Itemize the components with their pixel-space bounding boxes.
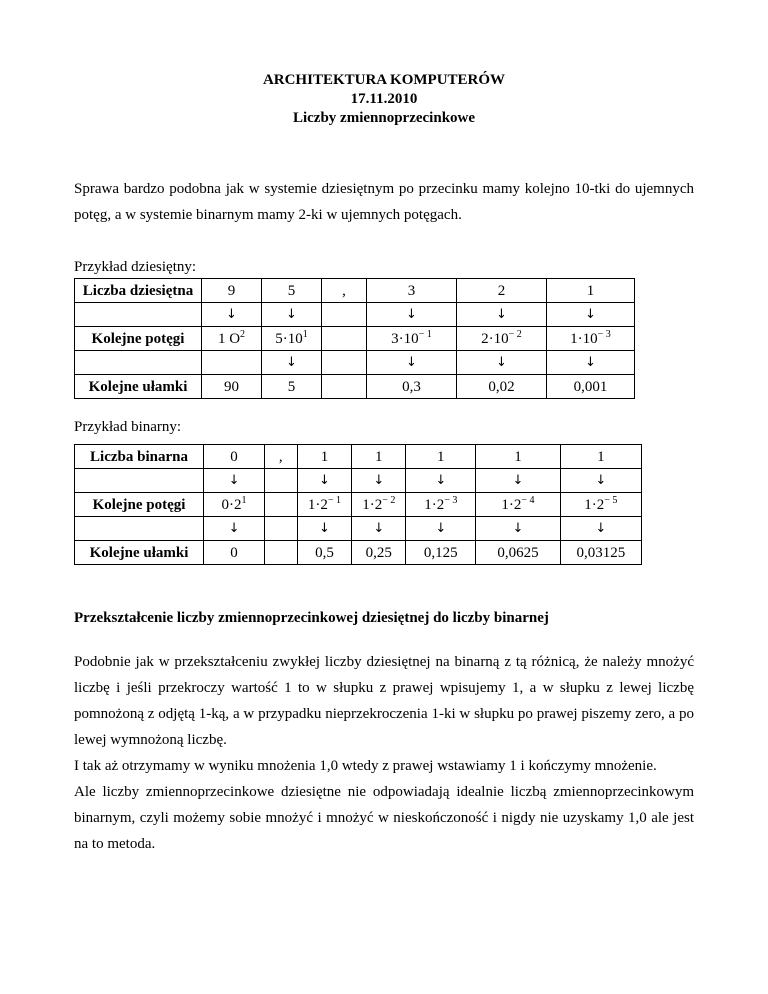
method-paragraph: Podobnie jak w przekształceniu zwykłej liczby dziesiętnej na binarną z tą różnicą, że należy mnożyć liczbę i jeśli przekroczy wartość 1 to w słupku z prawej wpisujemy 1, a w słupku z lewej liczbę pomnożoną z odjętą 1-ką, a w przypadku nieprzekroczenia 1-ki w słupku po prawej piszemy zero, a po lewej wymnożoną liczbę. (74, 654, 694, 748)
digit-cell: 1 (297, 445, 352, 469)
stop-condition-paragraph: I tak aż otrzymamy w wyniku mnożenia 1,0 wtedy z prawej wstawiamy 1 i kończymy mnożenie. (74, 758, 657, 774)
fraction-cell: 0,125 (406, 541, 476, 565)
arrow-row (75, 351, 635, 375)
power-cell: $1\cdot 2^{- 1}$ (297, 493, 352, 517)
arrow-row (75, 469, 642, 493)
binary-fractions-row (75, 541, 642, 565)
fraction-cell: 0,5 (297, 541, 352, 565)
power-cell: $1\cdot 10^{- 3}$ (547, 327, 635, 351)
arrow-down-icon: ↓ (204, 469, 265, 493)
arrow-down-icon: ↓ (457, 351, 547, 375)
fraction-cell: 5 (262, 375, 322, 399)
arrow-down-icon: ↓ (476, 517, 560, 541)
decimal-example-label: Przykład dziesiętny: (74, 259, 197, 275)
arrow-down-icon: ↓ (547, 351, 635, 375)
row-label: Liczba dziesiętna (75, 279, 202, 303)
binary-number-row (75, 445, 642, 469)
comma-cell: , (322, 279, 367, 303)
row-label: Kolejne potęgi (75, 493, 204, 517)
document-header (0, 71, 768, 128)
arrow-down-icon: ↓ (367, 303, 457, 327)
binary-table (74, 444, 642, 565)
digit-cell: 9 (202, 279, 262, 303)
section-heading: Przekształcenie liczby zmiennoprzecinkowej dziesiętnej do liczby binarnej (74, 610, 549, 626)
fraction-cell: 0,02 (457, 375, 547, 399)
row-label: Kolejne ułamki (75, 375, 202, 399)
fraction-cell: 0,001 (547, 375, 635, 399)
arrow-down-icon: ↓ (367, 351, 457, 375)
decimal-fractions-row (75, 375, 635, 399)
limitation-paragraph: Ale liczby zmiennoprzecinkowe dziesiętne nie odpowiadają idealnie liczbą zmiennoprzecinkowym binarnym, czyli możemy sobie mnożyć i mnożyć w nieskończoność i nigdy nie uzyskamy 1,0 ale jest na to metoda. (74, 784, 694, 852)
digit-cell: 1 (547, 279, 635, 303)
row-label: Kolejne ułamki (75, 541, 204, 565)
arrow-down-icon: ↓ (352, 469, 406, 493)
power-cell: 1 $O^2$ (202, 327, 262, 351)
digit-cell: 3 (367, 279, 457, 303)
arrow-down-icon: ↓ (262, 351, 322, 375)
decimal-table (74, 278, 635, 399)
digit-cell: 5 (262, 279, 322, 303)
arrow-row (75, 303, 635, 327)
fraction-cell: 90 (202, 375, 262, 399)
digit-cell: 2 (457, 279, 547, 303)
power-cell: $1\cdot 2^{- 2}$ (352, 493, 406, 517)
arrow-down-icon: ↓ (352, 517, 406, 541)
arrow-down-icon: ↓ (204, 517, 265, 541)
fraction-cell (322, 375, 367, 399)
arrow-down-icon: ↓ (297, 469, 352, 493)
arrow-down-icon: ↓ (202, 303, 262, 327)
decimal-number-row (75, 279, 635, 303)
arrow-down-icon: ↓ (560, 517, 641, 541)
arrow-down-icon: ↓ (297, 517, 352, 541)
power-cell: $2\cdot 10^{- 2}$ (457, 327, 547, 351)
arrow-down-icon: ↓ (262, 303, 322, 327)
arrow-down-icon: ↓ (457, 303, 547, 327)
power-cell: $1\cdot 2^{- 5}$ (560, 493, 641, 517)
arrow-down-icon: ↓ (560, 469, 641, 493)
fraction-cell: 0 (204, 541, 265, 565)
fraction-cell: 0,0625 (476, 541, 560, 565)
digit-cell: 1 (476, 445, 560, 469)
arrow-down-icon: ↓ (406, 517, 476, 541)
arrow-down-icon: ↓ (476, 469, 560, 493)
fraction-cell (265, 541, 298, 565)
decimal-powers-row (75, 327, 635, 351)
power-cell: $3\cdot 10^{- 1}$ (367, 327, 457, 351)
fraction-cell: 0,3 (367, 375, 457, 399)
document-subtitle: Liczby zmiennoprzecinkowe (292, 110, 476, 126)
row-label: Kolejne potęgi (75, 327, 202, 351)
binary-powers-row (75, 493, 642, 517)
power-cell: $1\cdot 2^{- 3}$ (406, 493, 476, 517)
arrow-down-icon: ↓ (406, 469, 476, 493)
power-cell: $5\cdot 10^1$ (262, 327, 322, 351)
comma-cell: , (265, 445, 298, 469)
digit-cell: 1 (352, 445, 406, 469)
document-date: 17.11.2010 (350, 91, 418, 107)
power-cell (322, 327, 367, 351)
arrow-down-icon: ↓ (547, 303, 635, 327)
digit-cell: 1 (406, 445, 476, 469)
digit-cell: 1 (560, 445, 641, 469)
power-cell (265, 493, 298, 517)
intro-paragraph: Sprawa bardzo podobna jak w systemie dziesiętnym po przecinku mamy kolejno 10-tki do ujemnych potęg, a w systemie binarnym mamy 2-ki w ujemnych potęgach. (74, 181, 694, 223)
binary-example-label: Przykład binarny: (74, 419, 182, 435)
document-title: ARCHITEKTURA KOMPUTERÓW (262, 72, 506, 88)
power-cell: $0\cdot 2^1$ (204, 493, 265, 517)
fraction-cell: 0,03125 (560, 541, 641, 565)
power-cell: $1\cdot 2^{- 4}$ (476, 493, 560, 517)
row-label: Liczba binarna (75, 445, 204, 469)
digit-cell: 0 (204, 445, 265, 469)
fraction-cell: 0,25 (352, 541, 406, 565)
arrow-row (75, 517, 642, 541)
